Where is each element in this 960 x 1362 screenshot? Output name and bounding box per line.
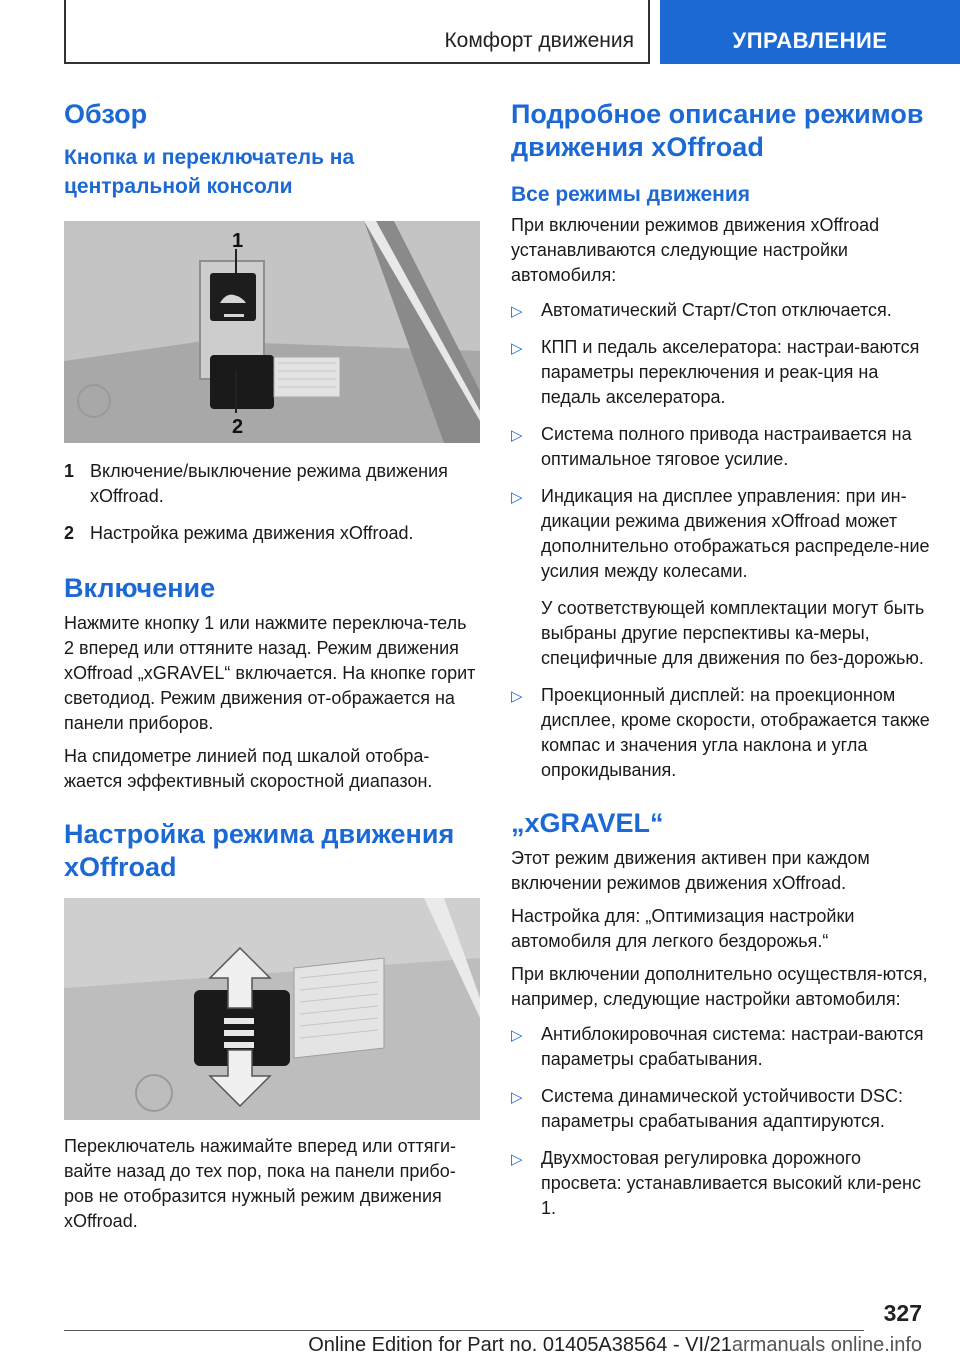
triangle-bullet-icon: ▷	[511, 688, 523, 705]
page-number: 327	[883, 1300, 922, 1326]
gravel-list	[511, 1022, 931, 1221]
switch-illustration	[64, 898, 480, 1120]
figure-1-callout-2: 2	[232, 416, 244, 438]
triangle-bullet-icon: ▷	[511, 1027, 523, 1044]
legend-item	[64, 521, 480, 546]
legend-number: 2	[64, 523, 75, 543]
enable-heading: Включение	[64, 573, 216, 603]
list-item: ▷ Автоматический Старт/Стоп отключается.	[511, 298, 931, 323]
gravel-paragraph-3: При включении дополнительно осуществля-ются, например, следующие настройки автомобиля:	[511, 964, 928, 1009]
triangle-bullet-icon: ▷	[511, 489, 523, 506]
gravel-heading: „xGRAVEL“	[511, 808, 664, 838]
list-item: ▷ Индикация на дисплее управления: при ин-дикации режима движения xOffroad может дополнительно отображаться распределе-ние усилия между колесами. У соответствующей комплектации могут быть выбраны другие перспективы ка-меры, специфичные для движения по без-дорожью.	[511, 484, 931, 671]
footer-divider	[64, 1330, 864, 1331]
footer-edition	[308, 1334, 922, 1357]
all-modes-heading: Все режимы движения	[511, 183, 750, 206]
all-modes-list	[511, 298, 931, 783]
setup-heading: Настройка режима движения xOffroad	[64, 819, 455, 882]
enable-paragraph-2: На спидометре линией под шкалой отобра-жается эффективный скоростной диапазон.	[64, 746, 433, 791]
console-figure-1	[64, 221, 480, 443]
header-section-title: Комфорт движения	[444, 29, 634, 52]
overview-heading: Обзор	[64, 99, 148, 129]
triangle-bullet-icon: ▷	[511, 340, 523, 357]
footer-edition-text: Online Edition for Part no. 01405A38564 - VI/21	[308, 1334, 732, 1356]
right-column	[511, 98, 931, 1221]
figure-1-callout-1: 1	[232, 230, 244, 252]
header-chapter-tab[interactable]	[660, 0, 960, 64]
console-heading: Кнопка и переключатель на центральной консоли	[64, 146, 355, 198]
console-figure-2	[64, 898, 480, 1120]
triangle-bullet-icon: ▷	[511, 1089, 523, 1106]
legend-item	[64, 459, 480, 509]
legend-text: Настройка режима движения xOffroad.	[90, 523, 414, 543]
figure-legend	[64, 459, 480, 546]
setup-paragraph: Переключатель нажимайте вперед или оттяги-вайте назад до тех пор, пока на панели прибо-ров не отобразится нужный режим движения xOffroad.	[64, 1136, 457, 1231]
triangle-bullet-icon: ▷	[511, 427, 523, 444]
all-modes-intro: При включении режимов движения xOffroad устанавливаются следующие настройки автомобиля:	[511, 215, 880, 285]
legend-text: Включение/выключение режима движения xOffroad.	[90, 461, 448, 506]
legend-number: 1	[64, 461, 75, 481]
list-item: ▷ Система динамической устойчивости DSC: параметры срабатывания адаптируются.	[511, 1086, 903, 1131]
list-item: ▷ Антиблокировочная система: настраи-ваются параметры срабатывания.	[511, 1024, 924, 1069]
triangle-bullet-icon: ▷	[511, 1151, 523, 1168]
header-section-box	[64, 0, 650, 64]
left-column	[64, 98, 480, 1234]
gravel-paragraph-2: Настройка для: „Оптимизация настройки автомобиля для легкого бездорожья.“	[511, 906, 855, 951]
footer-watermark: armanuals online.info	[731, 1334, 922, 1356]
details-heading: Подробное описание режимов движения xOffroad	[511, 99, 924, 162]
enable-paragraph-1: Нажмите кнопку 1 или нажмите переключа-тель 2 вперед или оттяните назад. Режим движения xOffroad „xGRAVEL“ включается. На кнопке горит светодиод. Режим движения от-ображается на панели приборов.	[64, 613, 476, 733]
list-item: ▷ Двухмостовая регулировка дорожного просвета: устанавливается высокий кли-ренс 1.	[511, 1148, 921, 1218]
list-item: ▷ Система полного привода настраивается на оптимальное тяговое усилие.	[511, 424, 912, 469]
gravel-paragraph-1: Этот режим движения активен при каждом включении режимов движения xOffroad.	[511, 848, 870, 893]
triangle-bullet-icon: ▷	[511, 303, 523, 320]
console-illustration	[64, 221, 480, 443]
list-item: ▷ Проекционный дисплей: на проекционном дисплее, кроме скорости, отображается также компас и значения угла наклона и угла опрокидывания.	[511, 685, 930, 780]
list-item: ▷ КПП и педаль акселератора: настраи-ваются параметры переключения и реак-ция на педаль акселератора.	[511, 337, 920, 407]
header-chapter-title: УПРАВЛЕНИЕ	[732, 28, 888, 53]
list-item-note: У соответствующей комплектации могут быть выбраны другие перспективы ка-меры, специфичные для движения по без-дорожью.	[541, 598, 925, 668]
